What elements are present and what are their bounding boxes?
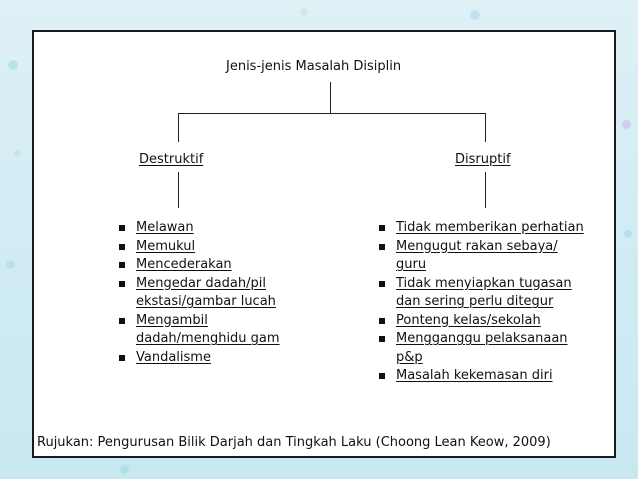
disruptif-list [378,219,584,386]
background-decoration [624,230,632,238]
background-decoration [300,8,308,16]
list-item [118,256,280,275]
list-item [118,219,280,238]
diagram-title: Jenis-jenis Masalah Disiplin [226,59,402,74]
connector-horizontal [178,113,486,114]
list-item-text: Masalah kekemasan diri [396,368,553,383]
list-item [118,349,280,368]
list-item-text: Mengedar dadah/pil [136,275,266,291]
diagram-frame [32,30,616,458]
list-item [378,330,584,367]
list-item-text: Tidak memberikan perhatian [396,220,584,235]
list-item-text: Mengganggu pelaksanaan [396,331,568,346]
list-item-text: Melawan [136,220,194,235]
branch-label-destruktif: Destruktif [139,152,204,167]
list-item [378,219,584,238]
list-item-text: p&p [396,349,423,365]
list-item-text: Mengambil [136,312,208,328]
list-item-text: Memukul [136,238,196,254]
reference-citation: Rujukan: Pengurusan Bilik Darjah dan Tingkah Laku (Choong Lean Keow, 2009) [37,435,551,450]
list-item-text: ekstasi/gambar lucah [136,294,276,309]
list-item [118,275,280,312]
background-decoration [6,260,15,269]
destruktif-list [118,219,280,367]
background-decoration [120,465,129,474]
list-item-text: Mencederakan [136,257,232,272]
background-decoration [622,120,631,129]
list-item [378,367,584,386]
connector-left-to-list [178,172,179,208]
branch-label-disruptif: Disruptif [455,152,511,167]
list-item [378,238,584,275]
list-item-text: dan sering perlu ditegur [396,294,554,309]
list-item-text: Mengugut rakan sebaya/ [396,238,558,254]
connector-left-down [178,113,179,142]
list-item-text: guru [396,257,427,272]
connector-right-to-list [485,172,486,208]
connector-title-down [330,82,331,113]
list-item [378,312,584,331]
connector-right-down [485,113,486,142]
list-item [378,275,584,312]
list-item-text: Vandalisme [136,349,211,365]
background-decoration [14,150,21,157]
list-item-text: Tidak menyiapkan tugasan [396,275,572,291]
list-item-text: Ponteng kelas/sekolah [396,312,541,328]
background-decoration [8,60,18,70]
background-decoration [470,10,480,20]
list-item [118,238,280,257]
list-item-text: dadah/menghidu gam [136,331,280,346]
list-item [118,312,280,349]
